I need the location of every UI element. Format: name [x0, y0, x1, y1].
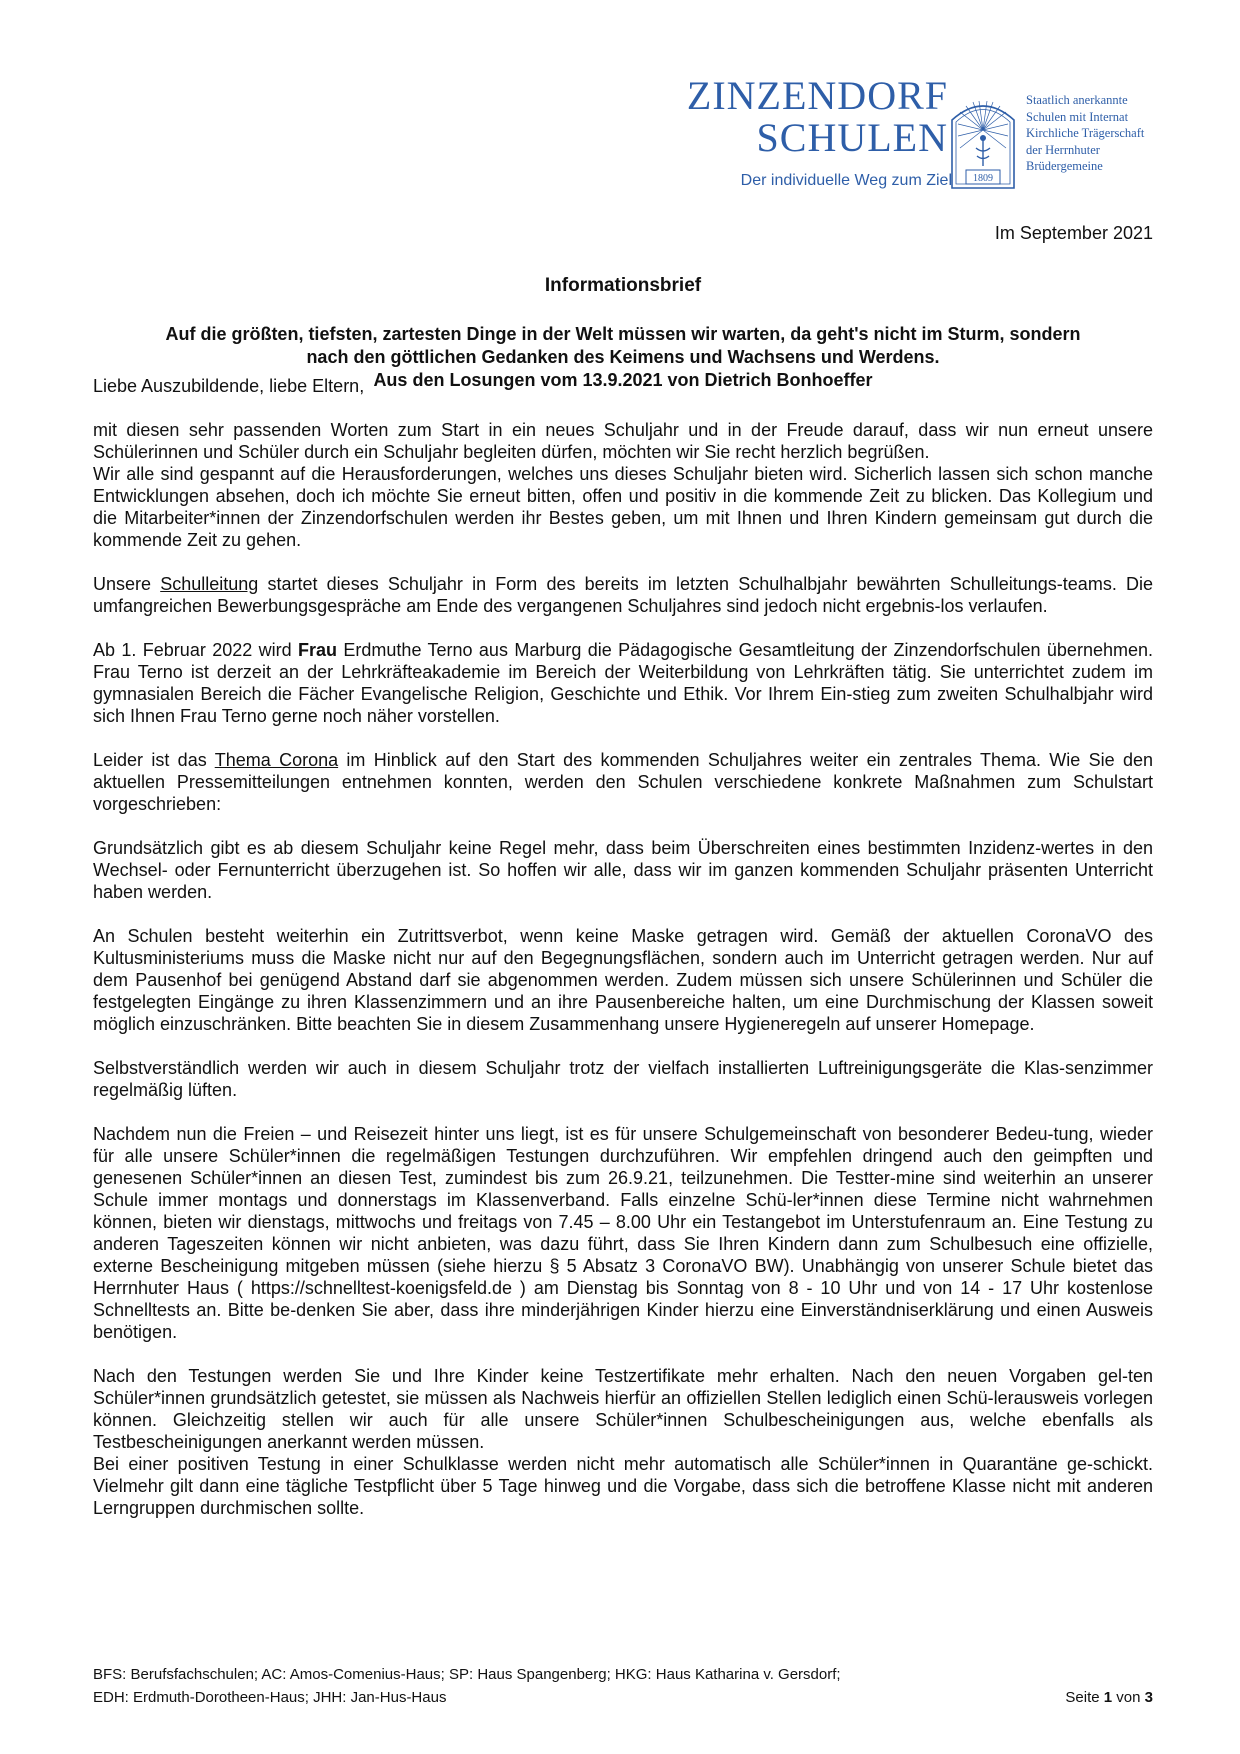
text-fragment: Leider ist das	[93, 750, 215, 770]
paragraph-mask-rule: An Schulen besteht weiterhin ein Zutrittsverbot, wenn keine Maske getragen wird. Gemäß der aktuellen CoronaVO des Kultusministeriums muss die Maske nicht nur auf den Begegnungsflächen, sondern auch im Unterricht getragen werden. Nur auf dem Pausenhof bei genügend Abstand darf sie abgenommen werden. Zudem müssen sich unsere Schülerinnen und Schüler die festgelegten Eingänge zu ihren Klassenzimmern und an ihre Pausenbereiche halten, um eine Durchmischung der Klassen soweit möglich einzuschränken. Bitte beachten Sie in diesem Zusammenhang unsere Hygieneregeln auf unserer Homepage.	[93, 926, 1153, 1034]
school-info-line: Kirchliche Trägerschaft	[1026, 126, 1145, 140]
salutation: Liebe Auszubildende, liebe Eltern,	[93, 376, 365, 396]
paragraph-ventilation: Selbstverständlich werden wir auch in diesem Schuljahr trotz der vielfach installierten Luftreinigungsgeräte die Klas-senzimmer regelmäßig lüften.	[93, 1058, 1153, 1100]
text-fragment: Ab 1. Februar 2022 wird	[93, 640, 299, 660]
logo-line-2: SCHULEN	[756, 115, 948, 160]
emblem-year: 1809	[973, 173, 993, 184]
letter-date: Im September 2021	[994, 223, 1153, 243]
paragraph-school-management	[93, 573, 1153, 617]
letter-title: Informationsbrief	[544, 275, 702, 296]
school-info-line: Schulen mit Internat	[1026, 109, 1129, 124]
logo-tagline: Der individuelle Weg zum Ziel	[740, 172, 952, 189]
page-number	[1065, 1686, 1153, 1709]
text-fragment: Erdmuthe Terno aus Marburg die Pädagogische Gesamtleitung der Zinzendorfschulen übernehmen. Frau Terno ist derzeit an der Lehrkräfteakademie im Bereich der Weiterbildung von Lehrkräften tätig. Sie unterrichtet zudem im gymnasialen Bereich die Fächer Evangelische Religion, Geschichte und Ethik. Vor Ihrem Ein-stieg zum zweiten Schulhalbjahr wird sich Ihnen Frau Terno gerne noch näher vorstellen.	[93, 640, 1153, 726]
footer-abbreviations	[93, 1663, 841, 1709]
footer-line: EDH: Erdmuth-Dorotheen-Haus; JHH: Jan-Hus-Haus	[93, 1689, 447, 1706]
text-fragment: startet dieses Schuljahr in Form des bereits im letzten Schulhalbjahr bewährten Schulleitungs-teams. Die umfangreichen Bewerbungsgespräche am Ende des vergangenen Schuljahres sind jedoch nicht ergebnis-los verlaufen.	[93, 574, 1154, 616]
paragraph-certificates: Nach den Testungen werden Sie und Ihre Kinder keine Testzertifikate mehr erhalten. Nach den neuen Vorgaben gel-ten Schüler*innen grundsätzlich getestet, sie müssen als Nachweis hierfür an offiziellen Stellen lediglich einen Schü-lerausweis vorlegen können. Gleichzeitig stellen wir auch für alle unsere Schüler*innen Schulbescheinigungen aus, welche ebenfalls als Testbescheinigungen anerkannt werden müssen.	[93, 1366, 1153, 1452]
paragraph-testing: Nachdem nun die Freien – und Reisezeit hinter uns liegt, ist es für unsere Schulgemeinschaft von besonderer Bedeu-tung, wieder für alle unsere Schüler*innen die regelmäßigen Testungen durchzuführen. Wir empfehlen dringend auch den geimpften und genesenen Schüler*innen an diesen Test, zumindest bis zum 26.9.21, teilzunehmen. Die Testter-mine sind weiterhin an unserer Schule immer montags und donnerstags im Klassenverband. Falls einzelne Schü-ler*innen diese Termine nicht wahrnehmen können, bieten wir dienstags, mittwochs und freitags von 7.45 – 8.00 Uhr ein Testangebot im Unterstufenraum an. Eine Testung zu anderen Tageszeiten können wir nicht anbieten, was dazu führt, dass Sie Ihren Kindern dann zum Schulbesuch eine offizielle, externe Bescheinigung mitgeben müssen (siehe hierzu § 5 Absatz 3 CoronaVO BW). Unabhängig von unserer Schule bietet das Herrnhuter Haus ( https://schnelltest-koenigsfeld.de ) am Dienstag bis Sonntag von 8 - 10 Uhr und von 14 - 17 Uhr kostenlose Schnelltests an. Bitte be-denken Sie aber, dass ihre minderjährigen Kinder hierzu eine Einverständniserklärung und einen Ausweis benötigen.	[93, 1124, 1153, 1342]
logo-line-1: ZINZENDORF	[686, 73, 948, 118]
page-current: 1	[1103, 1689, 1113, 1706]
paragraph-new-director	[93, 639, 1153, 727]
page-label: Seite	[1065, 1689, 1100, 1706]
school-info-line: Brüdergemeine	[1026, 159, 1103, 173]
paragraph-corona	[93, 749, 1153, 815]
paragraph-incidence-rule: Grundsätzlich gibt es ab diesem Schuljahr keine Regel mehr, dass beim Überschreiten eines bestimmten Inzidenz-wertes in den Wechsel- oder Fernunterricht überzugehen ist. So hoffen wir alle, dass wir im ganzen kommenden Schuljahr präsenten Unterricht haben werden.	[93, 838, 1153, 902]
footer-line: BFS: Berufsfachschulen; AC: Amos-Comenius-Haus; SP: Haus Spangenberg; HKG: Haus Katharina v. Gersdorf;	[93, 1666, 841, 1683]
school-emblem-icon	[946, 90, 1020, 192]
motto-line: nach den göttlichen Gedanken des Keimens und Wachsens und Werdens.	[306, 347, 940, 367]
school-info-line: der Herrnhuter	[1026, 142, 1100, 157]
page-total: 3	[1144, 1689, 1153, 1706]
school-logo	[670, 74, 1190, 194]
text-fragment: Unsere	[93, 574, 161, 594]
school-info-line: Staatlich anerkannte	[1026, 93, 1128, 107]
paragraph-greeting: mit diesen sehr passenden Worten zum Start in ein neues Schuljahr und in der Freude darauf, dass wir nun erneut unsere Schülerinnen und Schüler durch ein Schuljahr begleiten dürfen, möchten wir Sie recht herzlich begrüßen.	[93, 420, 1153, 462]
text-fragment: im Hinblick auf den Start des kommenden Schuljahres weiter ein zentrales Thema. Wie Sie den aktuellen Pressemitteilungen entnehmen konnten, werden den Schulen verschiedene konkrete Maßnahmen zum Schulstart vorgeschrieben:	[93, 750, 1153, 814]
text-bold: Frau	[298, 640, 338, 660]
paragraph-quarantine: Bei einer positiven Testung in einer Schulklasse werden nicht mehr automatisch alle Schüler*innen in Quarantäne ge-schickt. Vielmehr gilt dann eine tägliche Testpflicht über 5 Tage hinweg und die Vorgabe, dass sich die betroffene Klasse nicht mit anderen Lerngruppen durchmischen sollte.	[93, 1454, 1153, 1518]
paragraph-outlook: Wir alle sind gespannt auf die Herausforderungen, welches uns dieses Schuljahr bieten wird. Sicherlich lassen sich schon manche Entwicklungen absehen, doch ich möchte Sie erneut bitten, offen und positiv in die kommende Zeit zu blicken. Das Kollegium und die Mitarbeiter*innen der Zinzendorfschulen werden ihr Bestes geben, um mit Ihnen und Ihren Kindern gemeinsam gut durch die kommende Zeit zu gehen.	[93, 464, 1153, 550]
page-of: von	[1116, 1689, 1141, 1706]
corona-topic-link[interactable]: Thema Corona	[214, 750, 339, 770]
school-management-link[interactable]: Schulleitung	[160, 574, 259, 594]
motto-source: Aus den Losungen vom 13.9.2021 von Dietrich Bonhoeffer	[373, 370, 873, 390]
school-info	[1026, 92, 1144, 175]
motto-line: Auf die größten, tiefsten, zartesten Dinge in der Welt müssen wir warten, da geht's nicht im Sturm, sondern	[165, 324, 1081, 344]
